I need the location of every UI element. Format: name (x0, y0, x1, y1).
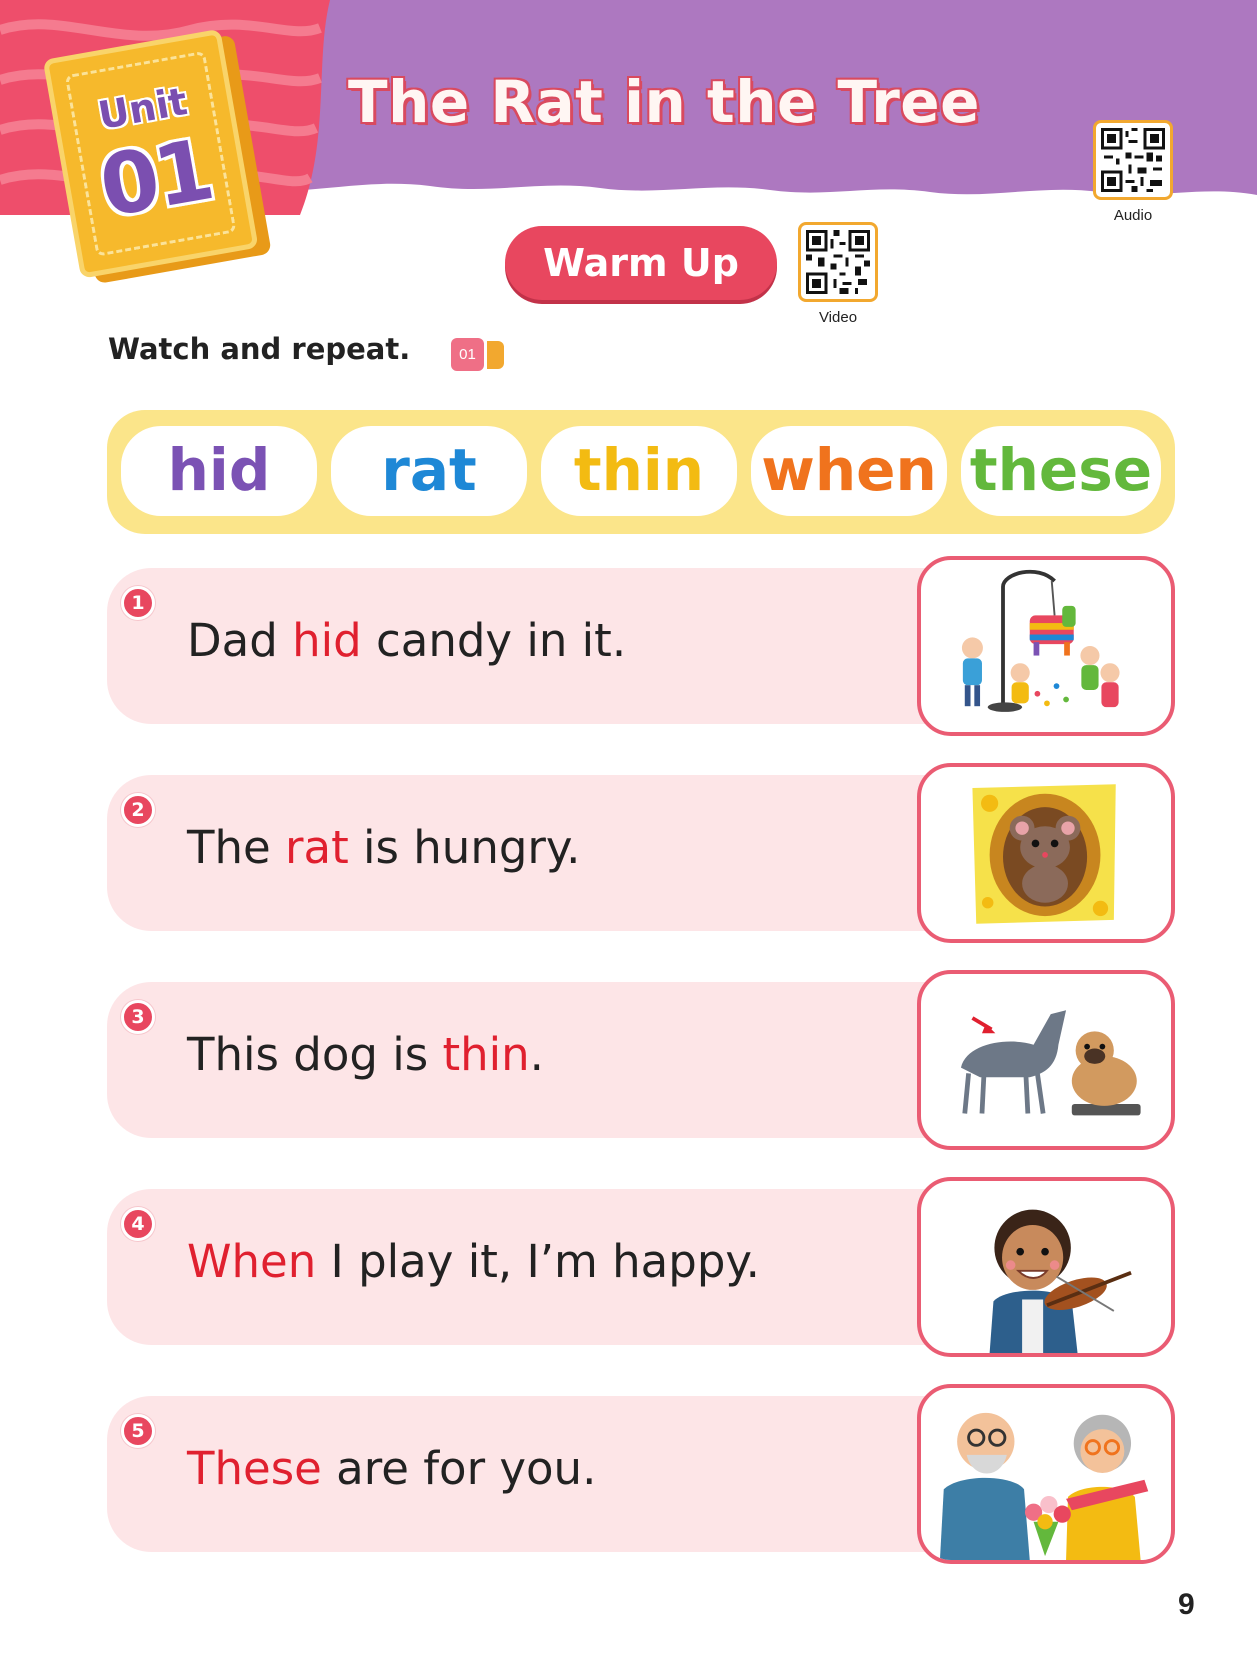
sentence-number: 3 (121, 1000, 155, 1034)
sentence-after: candy in it. (361, 614, 627, 667)
audio-qr-code-icon[interactable] (1093, 120, 1173, 200)
sentence-after: I play it, I’m happy. (316, 1235, 760, 1288)
pinata-party-icon (917, 556, 1175, 736)
sentence-before: Dad (187, 614, 293, 667)
page-title: The Rat in the Tree (348, 68, 980, 136)
vocabulary-strip (107, 410, 1175, 534)
sentence-after: . (529, 1028, 544, 1081)
sentence-number: 4 (121, 1207, 155, 1241)
vocab-word-thin: thin (541, 426, 737, 516)
sentence-number: 5 (121, 1414, 155, 1448)
page-number: 9 (1178, 1588, 1195, 1621)
thin-dog-and-pug-icon (917, 970, 1175, 1150)
sentence-keyword: hid (292, 614, 362, 667)
track-number-badge[interactable]: 01 (451, 338, 484, 371)
sentence-row-5 (107, 1384, 1175, 1564)
warm-up-button[interactable]: Warm Up (505, 226, 777, 300)
sentence-text (187, 1235, 760, 1288)
sentence-after: are for you. (321, 1442, 597, 1495)
video-qr-code-icon[interactable] (798, 222, 878, 302)
sentence-after: is hungry. (348, 821, 581, 874)
video-label: Video (818, 309, 858, 326)
rat-in-cheese-icon (917, 763, 1175, 943)
sentence-keyword: When (187, 1235, 317, 1288)
sentence-text (187, 821, 580, 874)
unit-number: 01 (92, 120, 218, 237)
vocab-word-hid: hid (121, 426, 317, 516)
audio-label: Audio (1113, 207, 1153, 224)
video-track-icon (487, 341, 504, 369)
vocab-word-when: when (751, 426, 947, 516)
sentence-text (187, 1028, 544, 1081)
sentence-number: 2 (121, 793, 155, 827)
sentence-text (187, 614, 626, 667)
boy-playing-violin-icon (917, 1177, 1175, 1357)
sentence-keyword: rat (285, 821, 349, 874)
instruction-text: Watch and repeat. (108, 332, 411, 366)
unit-badge (43, 24, 291, 297)
sentence-keyword: thin (442, 1028, 530, 1081)
grandparents-flowers-icon (917, 1384, 1175, 1564)
sentence-row-4 (107, 1177, 1175, 1357)
unit-label: Unit (94, 79, 191, 138)
sentence-row-1 (107, 556, 1175, 736)
vocab-word-these: these (961, 426, 1161, 516)
sentence-before: This dog is (187, 1028, 443, 1081)
book-cover (43, 29, 259, 279)
sentence-text (187, 1442, 596, 1495)
sentence-row-3 (107, 970, 1175, 1150)
sentence-before: The (187, 821, 285, 874)
sentence-keyword: These (187, 1442, 322, 1495)
sentence-number: 1 (121, 586, 155, 620)
vocab-word-rat: rat (331, 426, 527, 516)
sentence-row-2 (107, 763, 1175, 943)
